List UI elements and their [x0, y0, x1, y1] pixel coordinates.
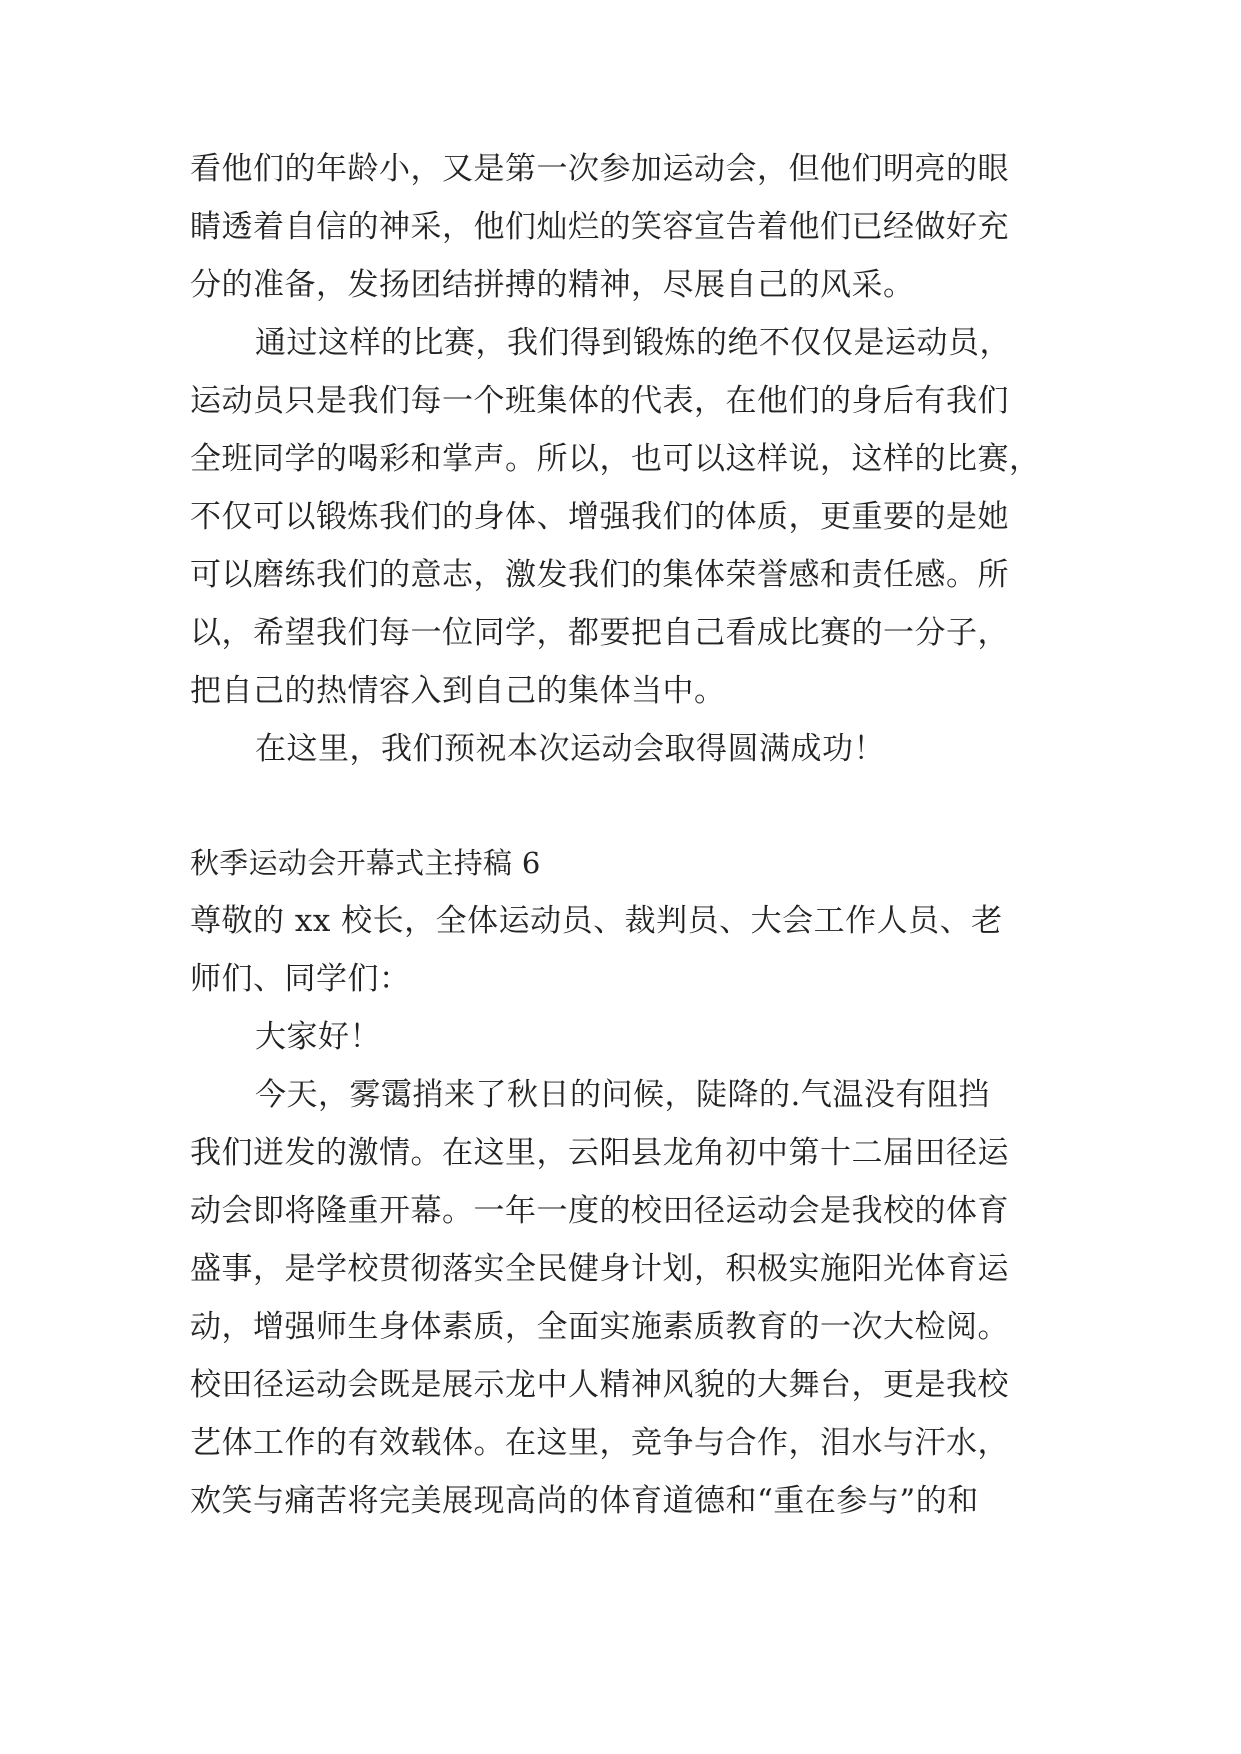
paragraph-line: 分的准备，发扬团结拼搏的精神，尽展自己的风采。	[190, 267, 915, 303]
salutation-line: 师们、同学们：	[190, 961, 411, 997]
greeting: 大家好！	[255, 1019, 381, 1055]
paragraph-line: 通过这样的比赛，我们得到锻炼的绝不仅仅是运动员，	[255, 325, 1011, 361]
paragraph-line: 盛事，是学校贯彻落实全民健身计划，积极实施阳光体育运	[190, 1251, 1009, 1287]
paragraph-line: 全班同学的喝彩和掌声。所以，也可以这样说，这样的比赛，	[190, 441, 1041, 477]
paragraph-line: 睛透着自信的神采，他们灿烂的笑容宣告着他们已经做好充	[190, 209, 1009, 245]
paragraph-line: 不仅可以锻炼我们的身体、增强我们的体质，更重要的是她	[190, 499, 1009, 535]
section-title: 秋季运动会开幕式主持稿 6	[190, 846, 541, 880]
paragraph-line: 可以磨练我们的意志，激发我们的集体荣誉感和责任感。所	[190, 557, 1009, 593]
paragraph-line: 校田径运动会既是展示龙中人精神风貌的大舞台，更是我校	[190, 1367, 1009, 1403]
paragraph-line: 艺体工作的有效载体。在这里，竞争与合作，泪水与汗水，	[190, 1425, 1009, 1461]
paragraph-line: 动会即将隆重开幕。一年一度的校田径运动会是我校的体育	[190, 1193, 1009, 1229]
paragraph-line: 今天，雾霭捎来了秋日的问候，陡降的.气温没有阻挡	[255, 1077, 990, 1113]
paragraph-line: 以，希望我们每一位同学，都要把自己看成比赛的一分子，	[190, 615, 1009, 651]
paragraph-line: 在这里，我们预祝本次运动会取得圆满成功！	[255, 731, 885, 767]
paragraph-line: 动，增强师生身体素质，全面实施素质教育的一次大检阅。	[190, 1309, 1009, 1345]
paragraph-line: 我们迸发的激情。在这里，云阳县龙角初中第十二届田径运	[190, 1135, 1009, 1171]
salutation-line: 尊敬的 xx 校长，全体运动员、裁判员、大会工作人员、老	[190, 903, 1003, 939]
paragraph-line: 看他们的年龄小，又是第一次参加运动会，但他们明亮的眼	[190, 151, 1009, 187]
paragraph-line: 把自己的热情容入到自己的集体当中。	[190, 673, 726, 709]
paragraph-line: 运动员只是我们每一个班集体的代表，在他们的身后有我们	[190, 383, 1009, 419]
paragraph-line: 欢笑与痛苦将完美展现高尚的体育道德和“重在参与”的和	[190, 1483, 979, 1519]
